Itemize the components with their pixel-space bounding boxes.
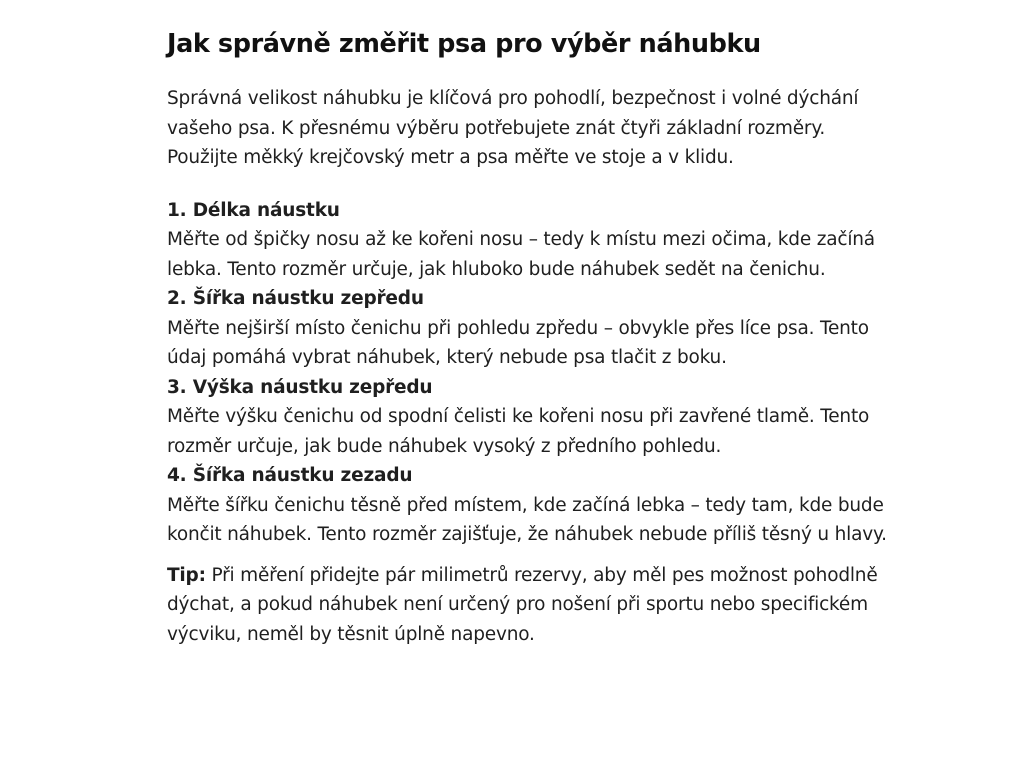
step-item bbox=[167, 373, 887, 462]
tip-text: Při měření přidejte pár milimetrů rezervy, aby měl pes možnost pohodlně dýchat, a pokud náhubek není určený pro nošení při sportu nebo specifickém výcviku, neměl by těsnit úplně napevno. bbox=[167, 564, 878, 645]
measurement-steps bbox=[167, 196, 887, 550]
step-item bbox=[167, 461, 887, 550]
step-title: 1. Délka náustku bbox=[167, 199, 340, 221]
article bbox=[167, 24, 887, 649]
tip-paragraph bbox=[167, 561, 887, 650]
step-title: 4. Šířka náustku zezadu bbox=[167, 465, 413, 486]
step-text: Měřte nejširší místo čenichu při pohledu zpředu – obvykle přes líce psa. Tento údaj pomáhá vybrat náhubek, který nebude psa tlačit z boku. bbox=[167, 317, 869, 368]
step-text: Měřte od špičky nosu až ke kořeni nosu – tedy k místu mezi očima, kde začíná lebka. Tento rozměr určuje, jak hluboko bude náhubek sedět na čenichu. bbox=[167, 229, 875, 280]
step-item bbox=[167, 196, 887, 285]
step-text: Měřte šířku čenichu těsně před místem, kde začíná lebka – tedy tam, kde bude končit náhubek. Tento rozměr zajišťuje, že náhubek nebude příliš těsný u hlavy. bbox=[167, 494, 887, 545]
article-title: Jak správně změřit psa pro výběr náhubku bbox=[167, 29, 761, 59]
step-item bbox=[167, 284, 887, 373]
intro-paragraph: Správná velikost náhubku je klíčová pro pohodlí, bezpečnost i volné dýchání vašeho psa. K přesnému výběru potřebujete znát čtyři základní rozměry. Použijte měkký krejčovský metr a psa měřte ve stoje a v klidu. bbox=[167, 88, 859, 168]
step-text: Měřte výšku čenichu od spodní čelisti ke kořeni nosu při zavřené tlamě. Tento rozměr určuje, jak bude náhubek vysoký z předního pohledu. bbox=[167, 406, 870, 457]
tip-label: Tip: bbox=[167, 564, 206, 586]
step-title: 2. Šířka náustku zepředu bbox=[167, 288, 424, 309]
step-title: 3. Výška náustku zepředu bbox=[167, 376, 433, 398]
